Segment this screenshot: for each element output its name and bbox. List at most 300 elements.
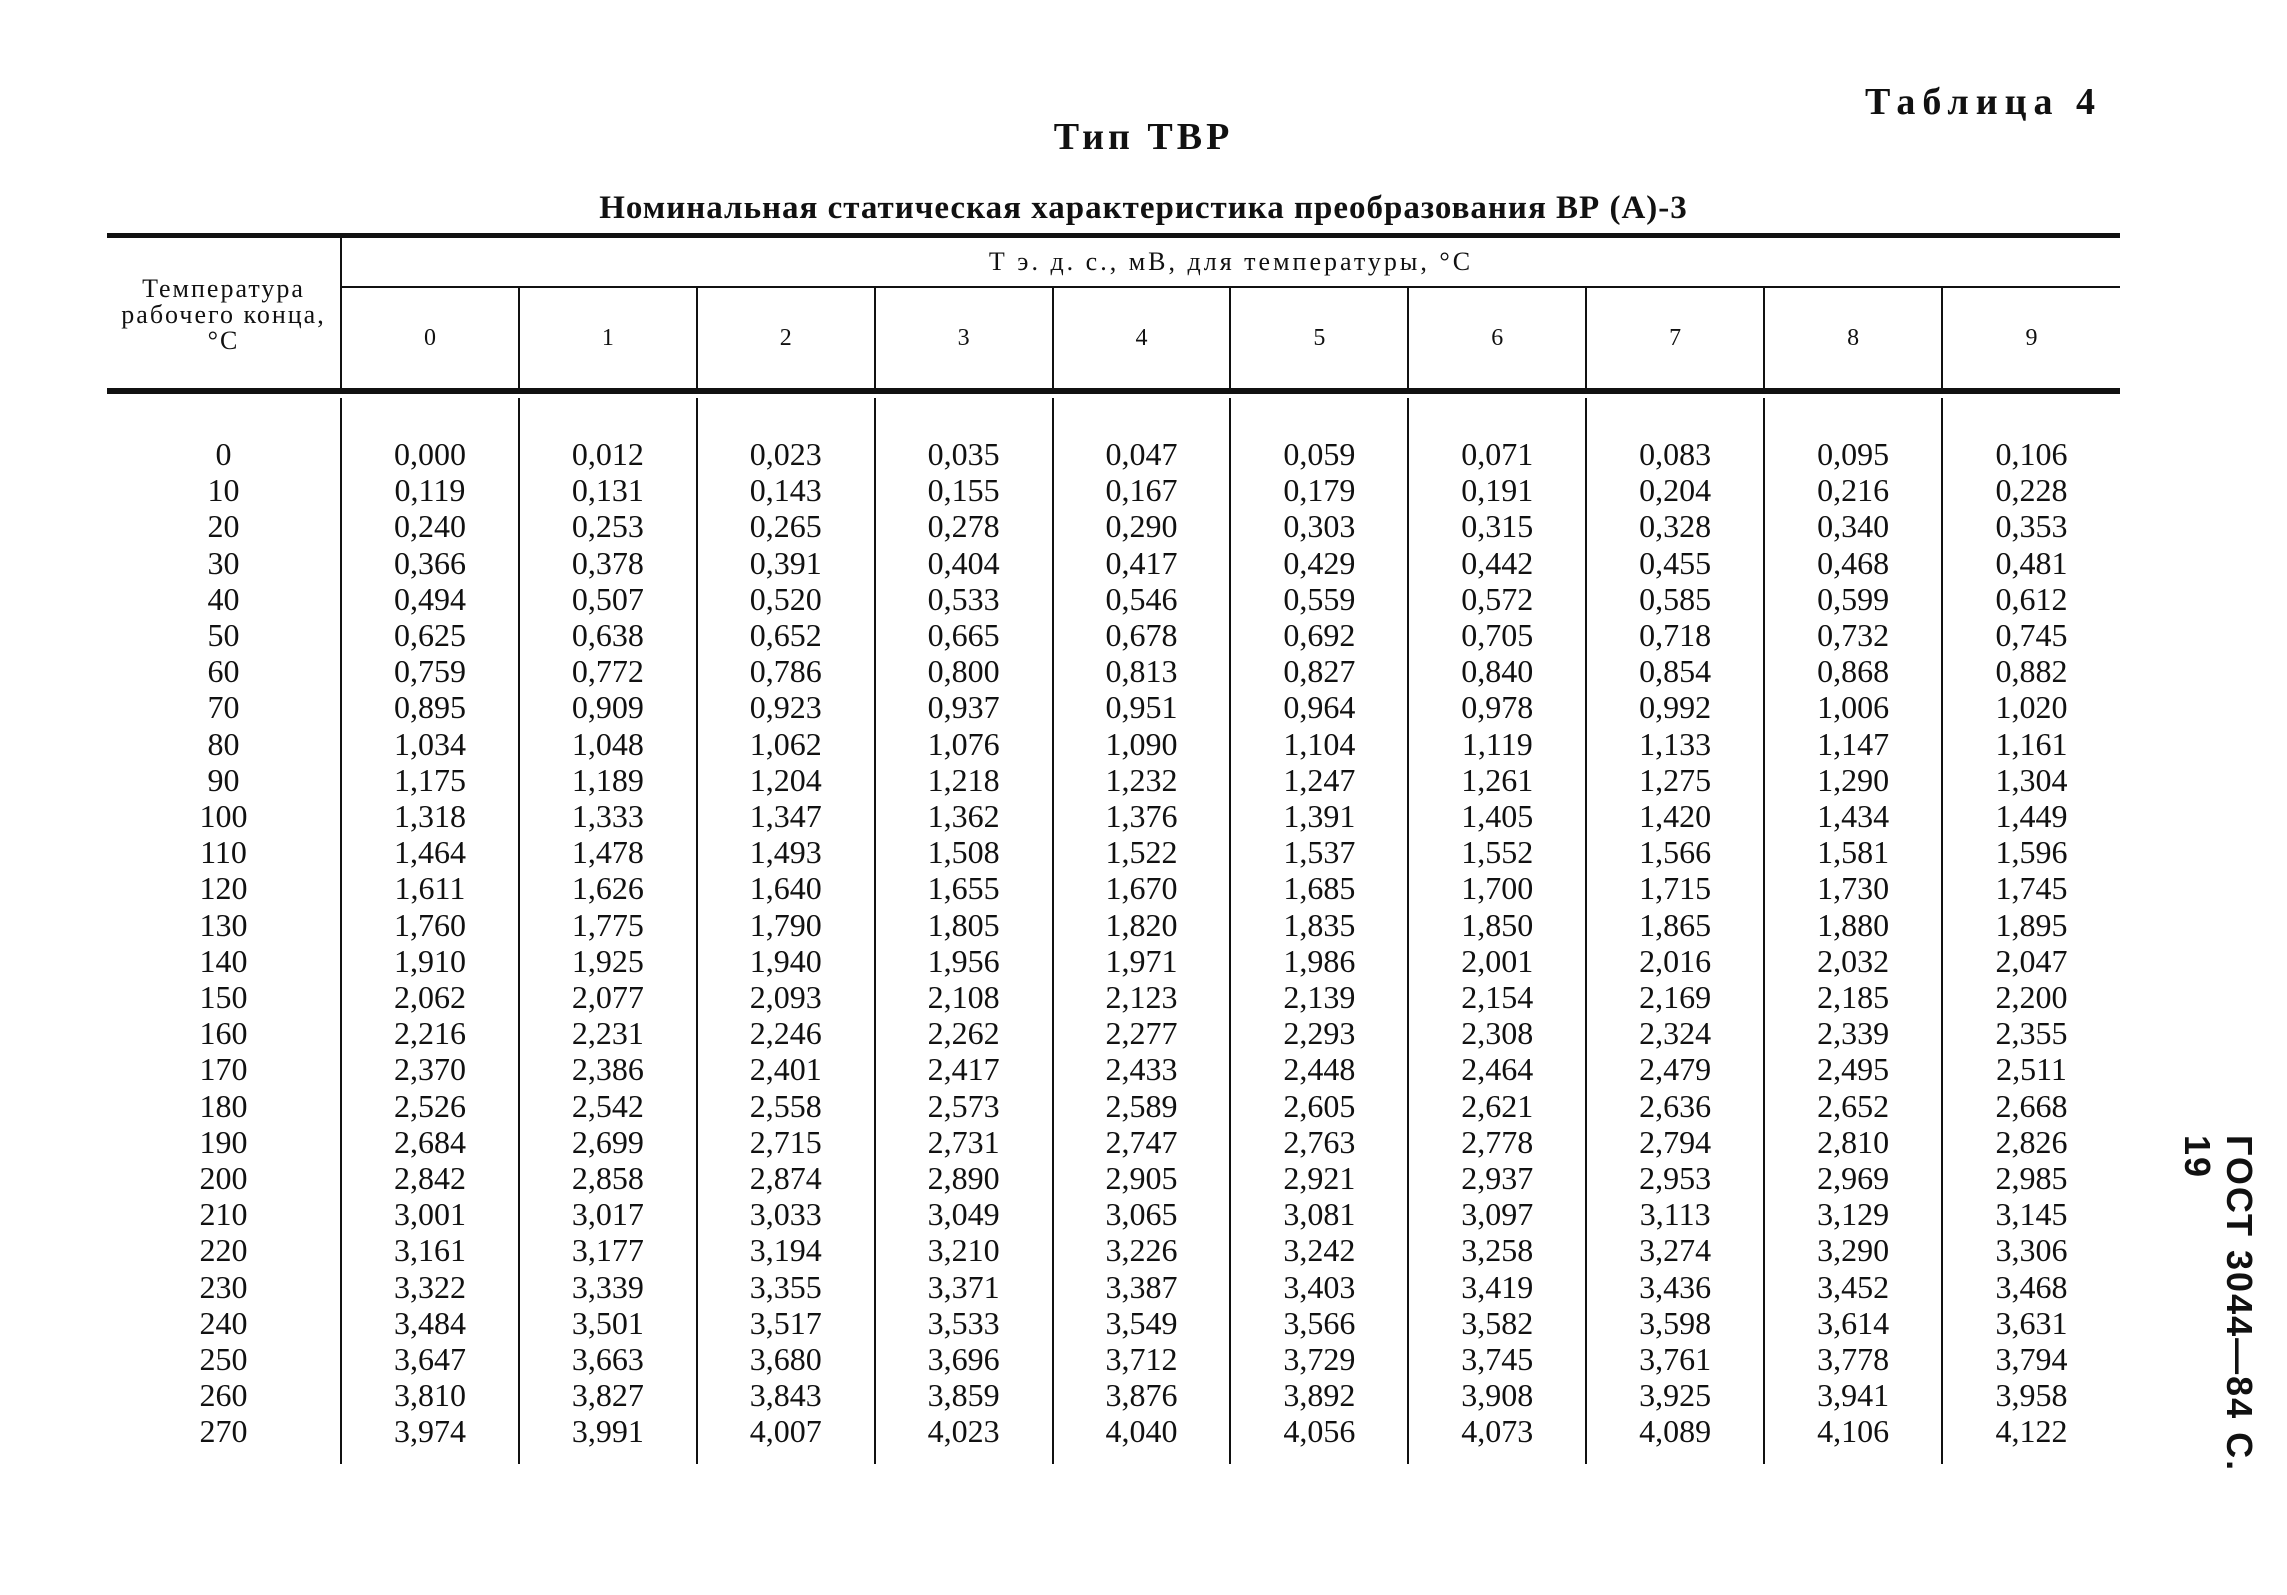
table-cell: 3,161 [341, 1232, 519, 1268]
table-cell: 4,106 [1764, 1413, 1942, 1463]
table-cell: 2,246 [697, 1015, 875, 1051]
table-cell: 1,925 [519, 943, 697, 979]
table-cell: 1,715 [1586, 870, 1764, 906]
table-cell: 1,189 [519, 762, 697, 798]
table-cell: 1,464 [341, 834, 519, 870]
table-cell: 3,290 [1764, 1232, 1942, 1268]
row-temperature: 130 [199, 906, 248, 943]
table-cell: 3,001 [341, 1196, 519, 1232]
table-cell: 0,228 [1942, 472, 2120, 508]
table-cell: 0,047 [1053, 436, 1231, 472]
table-cell: 2,905 [1053, 1160, 1231, 1196]
row-header-label: Температура рабочего конца, °С [121, 274, 326, 355]
table-cell: 2,921 [1230, 1160, 1408, 1196]
column-header: 9 [1942, 287, 2120, 390]
table-cell: 2,511 [1942, 1051, 2120, 1087]
table-row [107, 1377, 2120, 1413]
table-cell: 0,303 [1230, 508, 1408, 544]
table-cell: 3,582 [1408, 1305, 1586, 1341]
emf-table [107, 233, 2120, 1464]
table-cell: 3,484 [341, 1305, 519, 1341]
table-cell: 0,800 [875, 653, 1053, 689]
table-cell: 0,340 [1764, 508, 1942, 544]
table-cell: 0,179 [1230, 472, 1408, 508]
table-row [107, 508, 2120, 544]
table-cell: 2,355 [1942, 1015, 2120, 1051]
table-cell: 1,537 [1230, 834, 1408, 870]
table-row [107, 653, 2120, 689]
table-row [107, 1341, 2120, 1377]
table-cell: 0,071 [1408, 436, 1586, 472]
table-cell: 3,017 [519, 1196, 697, 1232]
table-cell: 2,231 [519, 1015, 697, 1051]
table-cell: 0,759 [341, 653, 519, 689]
table-row [107, 1088, 2120, 1124]
page-label: Таблица 4 [1864, 81, 2102, 123]
table-row [107, 834, 2120, 870]
table-row [107, 798, 2120, 834]
table-row [107, 1124, 2120, 1160]
table-cell: 0,854 [1586, 653, 1764, 689]
table-cell: 1,835 [1230, 907, 1408, 943]
row-temperature: 150 [199, 979, 248, 1016]
table-cell: 0,520 [697, 581, 875, 617]
table-cell: 2,016 [1586, 943, 1764, 979]
row-temperature: 210 [199, 1196, 248, 1233]
table-cell: 0,216 [1764, 472, 1942, 508]
table-cell: 3,991 [519, 1413, 697, 1463]
table-cell: 0,718 [1586, 617, 1764, 653]
table-cell: 1,596 [1942, 834, 2120, 870]
table-cell: 2,699 [519, 1124, 697, 1160]
table-cell: 2,093 [697, 979, 875, 1015]
table-cell: 1,745 [1942, 870, 2120, 906]
table-cell: 2,154 [1408, 979, 1586, 1015]
table-cell: 3,859 [875, 1377, 1053, 1413]
table-cell: 1,434 [1764, 798, 1942, 834]
table-cell: 1,581 [1764, 834, 1942, 870]
column-header: 2 [697, 287, 875, 390]
table-cell: 2,747 [1053, 1124, 1231, 1160]
table-cell: 0,290 [1053, 508, 1231, 544]
table-cell: 3,274 [1586, 1232, 1764, 1268]
table-header [107, 236, 2120, 390]
table-cell: 0,119 [341, 472, 519, 508]
table-cell: 0,378 [519, 545, 697, 581]
table-cell: 2,077 [519, 979, 697, 1015]
table-cell: 0,143 [697, 472, 875, 508]
table-cell: 0,625 [341, 617, 519, 653]
row-temperature: 260 [199, 1377, 248, 1414]
table-cell: 1,062 [697, 726, 875, 762]
column-header: 1 [519, 287, 697, 390]
table-cell: 2,874 [697, 1160, 875, 1196]
table-cell: 3,242 [1230, 1232, 1408, 1268]
table-cell: 2,778 [1408, 1124, 1586, 1160]
column-header: 3 [875, 287, 1053, 390]
table-cell: 0,692 [1230, 617, 1408, 653]
table-cell: 1,333 [519, 798, 697, 834]
table-cell: 0,951 [1053, 689, 1231, 725]
table-cell: 2,433 [1053, 1051, 1231, 1087]
table-cell: 2,621 [1408, 1088, 1586, 1124]
table-cell: 3,549 [1053, 1305, 1231, 1341]
table-cell: 0,106 [1942, 436, 2120, 472]
table-cell: 1,420 [1586, 798, 1764, 834]
table-row [107, 979, 2120, 1015]
table-cell: 0,612 [1942, 581, 2120, 617]
column-header: 6 [1408, 287, 1586, 390]
table-cell: 1,347 [697, 798, 875, 834]
table-cell: 1,020 [1942, 689, 2120, 725]
table-cell: 3,843 [697, 1377, 875, 1413]
table-cell: 0,265 [697, 508, 875, 544]
table-row [107, 581, 2120, 617]
table-row [107, 436, 2120, 472]
table-cell: 2,589 [1053, 1088, 1231, 1124]
table-row [107, 726, 2120, 762]
table-cell: 0,059 [1230, 436, 1408, 472]
table-cell: 3,403 [1230, 1269, 1408, 1305]
group-header-label: Т э. д. с., мВ, для температуры, °С [341, 238, 2120, 287]
table-cell: 1,261 [1408, 762, 1586, 798]
table-cell: 3,696 [875, 1341, 1053, 1377]
table-cell: 3,468 [1942, 1269, 2120, 1305]
table-cell: 2,386 [519, 1051, 697, 1087]
table-cell: 2,200 [1942, 979, 2120, 1015]
table-cell: 1,850 [1408, 907, 1586, 943]
table-cell: 2,047 [1942, 943, 2120, 979]
table-cell: 1,790 [697, 907, 875, 943]
table-cell: 3,033 [697, 1196, 875, 1232]
table-cell: 2,123 [1053, 979, 1231, 1015]
table-cell: 4,056 [1230, 1413, 1408, 1463]
table-cell: 1,971 [1053, 943, 1231, 979]
row-temperature: 140 [199, 942, 248, 979]
table-row [107, 545, 2120, 581]
table-cell: 3,745 [1408, 1341, 1586, 1377]
row-temperature: 250 [199, 1341, 248, 1378]
table-cell: 0,923 [697, 689, 875, 725]
table-row [107, 870, 2120, 906]
table-row [107, 1413, 2120, 1463]
table-row [107, 907, 2120, 943]
table-cell: 0,599 [1764, 581, 1942, 617]
table-cell: 2,308 [1408, 1015, 1586, 1051]
table-cell: 0,404 [875, 545, 1053, 581]
table-cell: 1,175 [341, 762, 519, 798]
table-cell: 4,040 [1053, 1413, 1231, 1463]
table-cell: 2,558 [697, 1088, 875, 1124]
row-temperature: 230 [199, 1268, 248, 1305]
table-cell: 2,652 [1764, 1088, 1942, 1124]
table-cell: 0,705 [1408, 617, 1586, 653]
row-temperature: 180 [199, 1087, 248, 1124]
table-cell: 0,507 [519, 581, 697, 617]
table-row [107, 1232, 2120, 1268]
table-cell: 2,731 [875, 1124, 1053, 1160]
table-cell: 2,001 [1408, 943, 1586, 979]
table-cell: 3,598 [1586, 1305, 1764, 1341]
table-cell: 1,006 [1764, 689, 1942, 725]
table-cell: 1,805 [875, 907, 1053, 943]
table-cell: 0,429 [1230, 545, 1408, 581]
table-cell: 1,986 [1230, 943, 1408, 979]
table-cell: 4,122 [1942, 1413, 2120, 1463]
table-cell: 2,953 [1586, 1160, 1764, 1196]
row-temperature: 270 [199, 1413, 248, 1450]
table-cell: 3,810 [341, 1377, 519, 1413]
table-cell: 4,073 [1408, 1413, 1586, 1463]
table-cell: 3,371 [875, 1269, 1053, 1305]
table-cell: 1,552 [1408, 834, 1586, 870]
table-cell: 0,000 [341, 436, 519, 472]
table-cell: 0,732 [1764, 617, 1942, 653]
table-cell: 2,858 [519, 1160, 697, 1196]
table-cell: 3,712 [1053, 1341, 1231, 1377]
table-cell: 2,185 [1764, 979, 1942, 1015]
table-cell: 0,868 [1764, 653, 1942, 689]
table-cell: 0,572 [1408, 581, 1586, 617]
table-cell: 2,826 [1942, 1124, 2120, 1160]
table-cell: 3,761 [1586, 1341, 1764, 1377]
table-cell: 3,647 [341, 1341, 519, 1377]
table-cell: 0,559 [1230, 581, 1408, 617]
table-cell: 2,401 [697, 1051, 875, 1087]
table-cell: 2,108 [875, 979, 1053, 1015]
table-cell: 2,890 [875, 1160, 1053, 1196]
table-cell: 0,253 [519, 508, 697, 544]
table-cell: 3,614 [1764, 1305, 1942, 1341]
table-cell: 1,626 [519, 870, 697, 906]
table-cell: 2,605 [1230, 1088, 1408, 1124]
table-cell: 0,095 [1764, 436, 1942, 472]
table-cell: 2,684 [341, 1124, 519, 1160]
table-row [107, 689, 2120, 725]
table-cell: 3,729 [1230, 1341, 1408, 1377]
column-header-row [107, 287, 2120, 390]
table-cell: 3,097 [1408, 1196, 1586, 1232]
table-cell: 1,895 [1942, 907, 2120, 943]
table-row [107, 472, 2120, 508]
table-cell: 3,533 [875, 1305, 1053, 1341]
table-cell: 1,391 [1230, 798, 1408, 834]
table-cell: 0,366 [341, 545, 519, 581]
table-cell: 2,448 [1230, 1051, 1408, 1087]
table-cell: 1,048 [519, 726, 697, 762]
table-cell: 1,940 [697, 943, 875, 979]
table-cell: 3,892 [1230, 1377, 1408, 1413]
table-cell: 1,760 [341, 907, 519, 943]
table-row [107, 1305, 2120, 1341]
table-cell: 2,339 [1764, 1015, 1942, 1051]
table-cell: 2,842 [341, 1160, 519, 1196]
table-cell: 0,813 [1053, 653, 1231, 689]
table-cell: 1,730 [1764, 870, 1942, 906]
table-cell: 3,065 [1053, 1196, 1231, 1232]
table-cell: 2,794 [1586, 1124, 1764, 1160]
table-row [107, 762, 2120, 798]
table-cell: 1,640 [697, 870, 875, 906]
table-cell: 1,119 [1408, 726, 1586, 762]
table-cell: 1,104 [1230, 726, 1408, 762]
table-cell: 0,665 [875, 617, 1053, 653]
table-cell: 3,925 [1586, 1377, 1764, 1413]
table-cell: 2,715 [697, 1124, 875, 1160]
table-cell: 0,909 [519, 689, 697, 725]
table-cell: 3,631 [1942, 1305, 2120, 1341]
table-cell: 0,937 [875, 689, 1053, 725]
table-cell: 0,417 [1053, 545, 1231, 581]
table-cell: 1,133 [1586, 726, 1764, 762]
table-cell: 1,362 [875, 798, 1053, 834]
table-cell: 1,522 [1053, 834, 1231, 870]
table-cell: 0,652 [697, 617, 875, 653]
row-temperature: 90 [207, 761, 240, 798]
table-cell: 2,763 [1230, 1124, 1408, 1160]
table-cell: 0,240 [341, 508, 519, 544]
table-cell: 1,147 [1764, 726, 1942, 762]
table-cell: 1,880 [1764, 907, 1942, 943]
table-cell: 3,941 [1764, 1377, 1942, 1413]
table-cell: 3,177 [519, 1232, 697, 1268]
table-cell: 0,167 [1053, 472, 1231, 508]
table-cell: 1,449 [1942, 798, 2120, 834]
table-cell: 1,820 [1053, 907, 1231, 943]
table-cell: 3,876 [1053, 1377, 1231, 1413]
table-cell: 0,012 [519, 436, 697, 472]
table-cell: 1,775 [519, 907, 697, 943]
table-row [107, 1196, 2120, 1232]
table-cell: 1,700 [1408, 870, 1586, 906]
table-cell: 0,678 [1053, 617, 1231, 653]
column-header: 0 [341, 287, 519, 390]
table-cell: 2,062 [341, 979, 519, 1015]
table-cell: 3,958 [1942, 1377, 2120, 1413]
table-cell: 0,494 [341, 581, 519, 617]
table-row [107, 1160, 2120, 1196]
table-row [107, 617, 2120, 653]
table-cell: 0,992 [1586, 689, 1764, 725]
table-cell: 1,478 [519, 834, 697, 870]
table-cell: 0,468 [1764, 545, 1942, 581]
table-cell: 3,517 [697, 1305, 875, 1341]
table-cell: 0,204 [1586, 472, 1764, 508]
table-row [107, 1015, 2120, 1051]
table-cell: 2,370 [341, 1051, 519, 1087]
table-cell: 0,964 [1230, 689, 1408, 725]
table-cell: 1,405 [1408, 798, 1586, 834]
table-cell: 3,145 [1942, 1196, 2120, 1232]
table-cell: 2,542 [519, 1088, 697, 1124]
table-cell: 3,049 [875, 1196, 1053, 1232]
table-cell: 0,023 [697, 436, 875, 472]
table-cell: 2,032 [1764, 943, 1942, 979]
table-cell: 3,908 [1408, 1377, 1586, 1413]
table-cell: 3,974 [341, 1413, 519, 1463]
standard-side-label: ГОСТ 3044—84 С. 19 [2177, 1135, 2260, 1473]
table-cell: 3,419 [1408, 1269, 1586, 1305]
table-cell: 3,778 [1764, 1341, 1942, 1377]
table-cell: 0,278 [875, 508, 1053, 544]
row-temperature: 220 [199, 1232, 248, 1269]
row-temperature: 160 [199, 1015, 248, 1052]
table-body [107, 390, 2120, 1464]
table-cell: 0,533 [875, 581, 1053, 617]
table-cell: 1,865 [1586, 907, 1764, 943]
table-cell: 4,089 [1586, 1413, 1764, 1463]
emf-table-container [107, 233, 2120, 1464]
table-cell: 0,083 [1586, 436, 1764, 472]
table-cell: 3,827 [519, 1377, 697, 1413]
table-cell: 3,210 [875, 1232, 1053, 1268]
row-temperature: 190 [199, 1123, 248, 1160]
table-cell: 3,129 [1764, 1196, 1942, 1232]
table-cell: 0,155 [875, 472, 1053, 508]
table-cell: 0,442 [1408, 545, 1586, 581]
table-cell: 2,573 [875, 1088, 1053, 1124]
table-cell: 3,387 [1053, 1269, 1231, 1305]
table-cell: 2,985 [1942, 1160, 2120, 1196]
table-cell: 2,277 [1053, 1015, 1231, 1051]
table-cell: 2,668 [1942, 1088, 2120, 1124]
table-cell: 2,262 [875, 1015, 1053, 1051]
table-cell: 0,353 [1942, 508, 2120, 544]
column-header: 4 [1053, 287, 1231, 390]
table-cell: 0,035 [875, 436, 1053, 472]
column-header: 7 [1586, 287, 1764, 390]
table-row [107, 1051, 2120, 1087]
table-cell: 1,655 [875, 870, 1053, 906]
table-cell: 1,493 [697, 834, 875, 870]
table-cell: 0,585 [1586, 581, 1764, 617]
row-temperature: 30 [207, 544, 240, 581]
table-cell: 0,455 [1586, 545, 1764, 581]
row-temperature: 170 [199, 1051, 248, 1088]
row-temperature: 40 [207, 580, 240, 617]
table-cell: 3,452 [1764, 1269, 1942, 1305]
table-cell: 0,772 [519, 653, 697, 689]
table-cell: 2,810 [1764, 1124, 1942, 1160]
row-temperature: 50 [207, 617, 240, 654]
column-header: 8 [1764, 287, 1942, 390]
table-row [107, 943, 2120, 979]
table-cell: 1,670 [1053, 870, 1231, 906]
row-temperature: 200 [199, 1160, 248, 1197]
row-temperature: 110 [200, 834, 247, 871]
table-cell: 2,169 [1586, 979, 1764, 1015]
table-cell: 0,745 [1942, 617, 2120, 653]
table-cell: 2,495 [1764, 1051, 1942, 1087]
table-cell: 1,218 [875, 762, 1053, 798]
table-cell: 0,895 [341, 689, 519, 725]
table-cell: 3,436 [1586, 1269, 1764, 1305]
table-cell: 1,304 [1942, 762, 2120, 798]
table-cell: 1,318 [341, 798, 519, 834]
table-cell: 1,290 [1764, 762, 1942, 798]
table-cell: 3,226 [1053, 1232, 1231, 1268]
row-temperature: 120 [199, 870, 248, 907]
row-temperature: 0 [215, 436, 232, 472]
table-subtitle: Номинальная статическая характеристика преобразования ВР (А)-3 [599, 190, 1688, 226]
table-cell: 3,663 [519, 1341, 697, 1377]
table-cell: 2,139 [1230, 979, 1408, 1015]
row-temperature: 240 [199, 1304, 248, 1341]
table-cell: 2,937 [1408, 1160, 1586, 1196]
table-cell: 3,355 [697, 1269, 875, 1305]
table-cell: 2,293 [1230, 1015, 1408, 1051]
table-cell: 3,081 [1230, 1196, 1408, 1232]
